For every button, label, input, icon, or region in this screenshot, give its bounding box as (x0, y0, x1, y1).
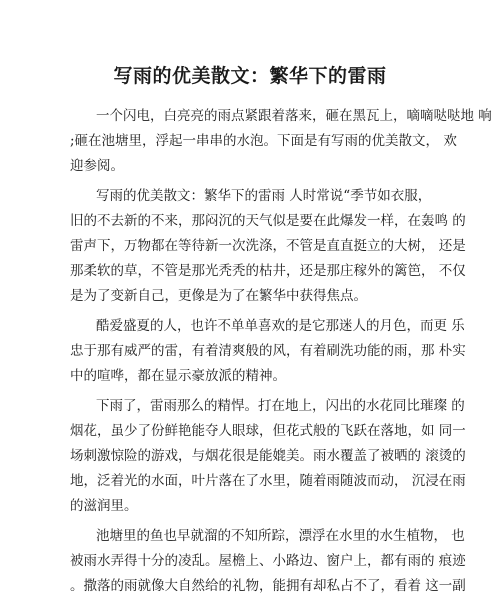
paragraph-3 (70, 314, 466, 389)
paragraph-4 (70, 394, 466, 519)
text-line: 是为了变新自己，更像是为了在繁华中获得焦点。 (70, 288, 367, 304)
text-line: 迎参阅。 (70, 158, 124, 174)
text-line: 那柔软的草，不管是那光秃秃的枯井，还是那庄稼外的篱笆， 不仅 (70, 263, 466, 279)
text-line: ;砸在池塘里，浮起一串串的水泡。下面是有写雨的优美散文， 欢 (70, 133, 457, 149)
text-line: 烟花，虽少了份鲜艳能夺人眼球，但花式般的飞跃在落地，如 同一 (70, 423, 466, 439)
text-line: 写雨的优美散文：繁华下的雷雨 人时常说“季节如衣服， (96, 188, 432, 204)
text-line: 一个闪电，白亮亮的雨点紧跟着落来，砸在黑瓦上，嘀嘀哒哒地 响 (96, 108, 492, 124)
text-line: 场刺激惊险的游戏，与烟花很是能媲美。雨水覆盖了被晒的 滚烫的 (70, 448, 466, 464)
text-line: 下雨了，雷雨那么的精悍。打在地上，闪出的水花同比璀璨 的 (96, 398, 465, 414)
text-line: 雷声下，万物都在等待新一次洗涤，不管是直直挺立的大树， 还是 (70, 238, 466, 254)
text-line: 忠于那有威严的雷，有着清爽般的风，有着刷洗功能的雨，那 朴实 (70, 343, 466, 359)
text-line: 地，泛着光的水面，叶片落在了水里，随着雨随波而动， 沉浸在雨 (70, 473, 466, 489)
article-title: 写雨的优美散文：繁华下的雷雨 (113, 65, 387, 87)
text-line: 旧的不去新的不来，那闷沉的天气似是要在此爆发一样，在轰鸣 的 (70, 213, 466, 229)
article-body (70, 104, 492, 604)
text-line: 中的喧哗，都在显示豪放派的精神。 (70, 368, 286, 384)
paragraph-5 (70, 524, 466, 599)
text-line: 。撒落的雨就像大自然给的礼物，能拥有却私占不了，看着 这一副 (70, 578, 466, 594)
paragraph-2 (70, 184, 466, 309)
text-line: 池塘里的鱼也早就溜的不知所踪，漂浮在水里的水生植物， 也 (96, 528, 465, 544)
text-line: 被雨水弄得十分的凌乱。屋檐上、小路边、窗户上，都有雨的 痕迹 (70, 553, 466, 569)
text-line: 的滋润里。 (70, 498, 138, 514)
paragraph-1 (70, 104, 492, 179)
text-line: 酷爱盛夏的人，也许不单单喜欢的是它那迷人的月色，而更 乐 (96, 318, 465, 334)
